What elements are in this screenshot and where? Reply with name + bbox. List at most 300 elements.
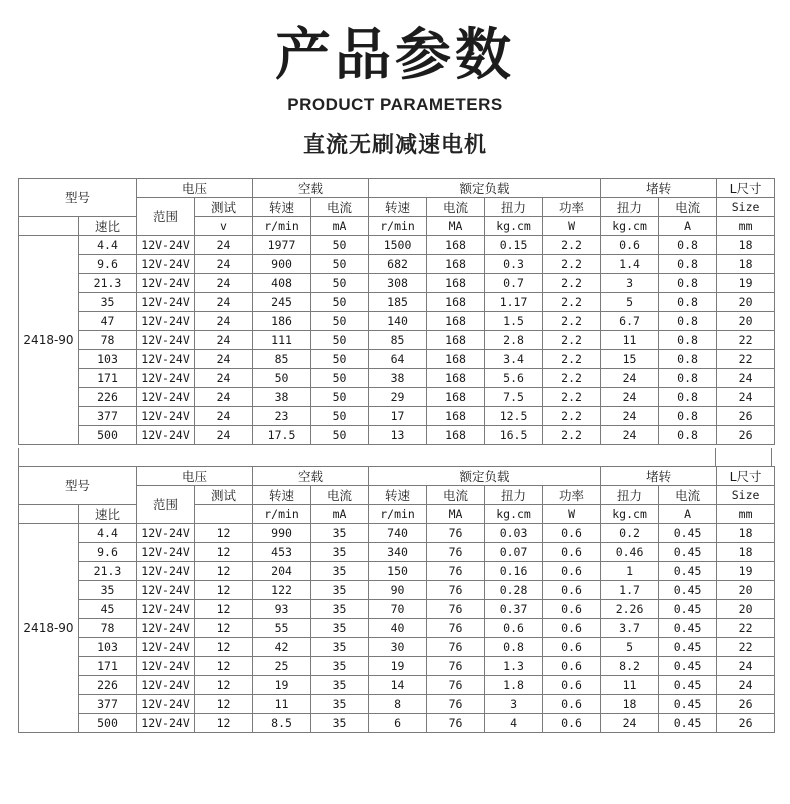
data-cell: 18 xyxy=(717,236,775,255)
table-row xyxy=(19,350,775,369)
table-row xyxy=(19,312,775,331)
data-cell: 12 xyxy=(195,562,253,581)
no-load-speed-header: 转速 xyxy=(253,198,311,217)
unit-cell: mm xyxy=(717,505,775,524)
data-cell: 50 xyxy=(311,369,369,388)
data-cell: 0.07 xyxy=(485,543,543,562)
data-cell: 12V-24V xyxy=(137,369,195,388)
data-cell: 0.6 xyxy=(543,676,601,695)
data-cell: 1.7 xyxy=(601,581,659,600)
data-cell: 30 xyxy=(369,638,427,657)
data-cell: 168 xyxy=(427,236,485,255)
data-cell: 35 xyxy=(311,600,369,619)
data-cell: 12V-24V xyxy=(137,619,195,638)
data-cell: 168 xyxy=(427,407,485,426)
data-cell: 12V-24V xyxy=(137,407,195,426)
data-cell: 12.5 xyxy=(485,407,543,426)
data-cell: 47 xyxy=(79,312,137,331)
data-cell: 19 xyxy=(717,274,775,293)
rated-load-header: 额定负载 xyxy=(369,467,601,486)
table-row xyxy=(19,369,775,388)
unit-cell: mA xyxy=(311,505,369,524)
data-cell: 76 xyxy=(427,714,485,733)
data-cell: 2.2 xyxy=(543,407,601,426)
data-cell: 12V-24V xyxy=(137,562,195,581)
data-cell: 24 xyxy=(195,312,253,331)
data-cell: 3 xyxy=(485,695,543,714)
data-cell: 408 xyxy=(253,274,311,293)
data-cell: 50 xyxy=(253,369,311,388)
table-row xyxy=(19,255,775,274)
data-cell: 35 xyxy=(311,695,369,714)
data-cell: 0.6 xyxy=(543,695,601,714)
table-separator xyxy=(18,448,772,466)
data-cell: 3.4 xyxy=(485,350,543,369)
data-cell: 4 xyxy=(485,714,543,733)
table-row xyxy=(19,236,775,255)
no-load-speed-header: 转速 xyxy=(253,486,311,505)
data-cell: 50 xyxy=(311,236,369,255)
unit-cell: v xyxy=(195,217,253,236)
data-cell: 50 xyxy=(311,274,369,293)
data-cell: 0.8 xyxy=(485,638,543,657)
data-cell: 740 xyxy=(369,524,427,543)
page-title: 产品参数 xyxy=(275,23,515,88)
header-row-groups xyxy=(19,179,775,198)
data-cell: 1.4 xyxy=(601,255,659,274)
data-cell: 8.2 xyxy=(601,657,659,676)
data-cell: 38 xyxy=(369,369,427,388)
data-cell: 12V-24V xyxy=(137,714,195,733)
unit-cell: r/min xyxy=(369,505,427,524)
data-cell: 12 xyxy=(195,600,253,619)
data-cell: 76 xyxy=(427,619,485,638)
ratio-header: 速比 xyxy=(79,217,137,236)
data-cell: 35 xyxy=(79,581,137,600)
stall-current-header: 电流 xyxy=(659,198,717,217)
data-cell: 0.45 xyxy=(659,524,717,543)
data-cell: 24 xyxy=(195,350,253,369)
data-cell: 22 xyxy=(717,331,775,350)
data-cell: 377 xyxy=(79,407,137,426)
unit-cell: kg.cm xyxy=(601,217,659,236)
data-cell: 226 xyxy=(79,388,137,407)
data-cell: 7.5 xyxy=(485,388,543,407)
data-cell: 50 xyxy=(311,407,369,426)
data-cell: 990 xyxy=(253,524,311,543)
data-cell: 0.45 xyxy=(659,581,717,600)
data-cell: 24 xyxy=(717,369,775,388)
data-cell: 12V-24V xyxy=(137,676,195,695)
data-cell: 8.5 xyxy=(253,714,311,733)
data-cell: 1977 xyxy=(253,236,311,255)
data-cell: 168 xyxy=(427,350,485,369)
data-cell: 0.45 xyxy=(659,695,717,714)
data-cell: 24 xyxy=(717,388,775,407)
data-cell: 0.2 xyxy=(601,524,659,543)
data-cell: 15 xyxy=(601,350,659,369)
range-header: 范围 xyxy=(137,486,195,524)
model-header: 型号 xyxy=(19,179,137,217)
data-cell: 0.45 xyxy=(659,543,717,562)
data-cell: 0.8 xyxy=(659,236,717,255)
data-cell: 5 xyxy=(601,293,659,312)
data-cell: 5.6 xyxy=(485,369,543,388)
data-cell: 76 xyxy=(427,676,485,695)
model-name-cell: 2418-90 xyxy=(19,236,79,445)
data-cell: 0.8 xyxy=(659,331,717,350)
data-cell: 40 xyxy=(369,619,427,638)
data-cell: 50 xyxy=(311,255,369,274)
data-cell: 0.6 xyxy=(543,543,601,562)
data-cell: 20 xyxy=(717,293,775,312)
data-cell: 0.8 xyxy=(659,350,717,369)
data-cell: 35 xyxy=(311,657,369,676)
unit-cell: MA xyxy=(427,217,485,236)
data-cell: 185 xyxy=(369,293,427,312)
data-cell: 50 xyxy=(311,388,369,407)
data-cell: 0.6 xyxy=(543,524,601,543)
data-cell: 17.5 xyxy=(253,426,311,445)
data-cell: 4.4 xyxy=(79,236,137,255)
data-cell: 168 xyxy=(427,255,485,274)
data-cell: 20 xyxy=(717,312,775,331)
data-cell: 377 xyxy=(79,695,137,714)
data-cell: 22 xyxy=(717,638,775,657)
data-cell: 12V-24V xyxy=(137,581,195,600)
data-cell: 50 xyxy=(311,350,369,369)
data-cell: 35 xyxy=(79,293,137,312)
data-cell: 111 xyxy=(253,331,311,350)
data-cell: 25 xyxy=(253,657,311,676)
data-cell: 0.45 xyxy=(659,714,717,733)
data-cell: 76 xyxy=(427,657,485,676)
data-cell: 0.6 xyxy=(543,619,601,638)
size-header: L尺寸 xyxy=(717,467,775,486)
data-cell: 0.6 xyxy=(543,657,601,676)
data-cell: 22 xyxy=(717,619,775,638)
data-cell: 2.2 xyxy=(543,274,601,293)
data-cell: 17 xyxy=(369,407,427,426)
data-cell: 2.2 xyxy=(543,236,601,255)
rated-current-header: 电流 xyxy=(427,198,485,217)
rated-torque-header: 扭力 xyxy=(485,486,543,505)
data-cell: 12 xyxy=(195,581,253,600)
data-cell: 0.6 xyxy=(543,581,601,600)
data-cell: 18 xyxy=(717,255,775,274)
data-cell: 1.17 xyxy=(485,293,543,312)
no-load-current-header: 电流 xyxy=(311,486,369,505)
data-cell: 19 xyxy=(253,676,311,695)
data-cell: 0.8 xyxy=(659,369,717,388)
data-cell: 168 xyxy=(427,312,485,331)
data-cell: 76 xyxy=(427,695,485,714)
stall-header: 堵转 xyxy=(601,467,717,486)
range-header: 范围 xyxy=(137,198,195,236)
data-cell: 70 xyxy=(369,600,427,619)
data-cell: 682 xyxy=(369,255,427,274)
table-row xyxy=(19,638,775,657)
data-cell: 12V-24V xyxy=(137,293,195,312)
data-cell: 6.7 xyxy=(601,312,659,331)
data-cell: 0.8 xyxy=(659,293,717,312)
size-sub-header: Size xyxy=(717,486,775,505)
data-cell: 168 xyxy=(427,369,485,388)
stall-torque-header: 扭力 xyxy=(601,198,659,217)
rated-speed-header: 转速 xyxy=(369,486,427,505)
rated-torque-header: 扭力 xyxy=(485,198,543,217)
data-cell: 103 xyxy=(79,638,137,657)
data-cell: 12V-24V xyxy=(137,600,195,619)
data-cell: 12V-24V xyxy=(137,695,195,714)
table-row xyxy=(19,714,775,733)
header-row-units xyxy=(19,217,775,236)
data-cell: 24 xyxy=(195,255,253,274)
data-cell: 0.8 xyxy=(659,426,717,445)
table-row xyxy=(19,524,775,543)
data-cell: 122 xyxy=(253,581,311,600)
data-cell: 1.3 xyxy=(485,657,543,676)
unit-cell: W xyxy=(543,505,601,524)
data-cell: 35 xyxy=(311,543,369,562)
unit-cell: mm xyxy=(717,217,775,236)
test-header: 测试 xyxy=(195,486,253,505)
data-cell: 0.6 xyxy=(485,619,543,638)
data-cell: 78 xyxy=(79,331,137,350)
data-cell: 50 xyxy=(311,312,369,331)
no-load-header: 空载 xyxy=(253,179,369,198)
data-cell: 0.3 xyxy=(485,255,543,274)
no-load-current-header: 电流 xyxy=(311,198,369,217)
data-cell: 50 xyxy=(311,426,369,445)
unit-cell: A xyxy=(659,217,717,236)
data-cell: 12 xyxy=(195,638,253,657)
data-cell: 20 xyxy=(717,600,775,619)
unit-cell xyxy=(195,505,253,524)
data-cell: 11 xyxy=(601,676,659,695)
spec-table-12v xyxy=(18,466,775,733)
data-cell: 24 xyxy=(195,293,253,312)
data-cell: 245 xyxy=(253,293,311,312)
data-cell: 76 xyxy=(427,543,485,562)
data-cell: 13 xyxy=(369,426,427,445)
data-cell: 35 xyxy=(311,562,369,581)
table-row xyxy=(19,274,775,293)
test-header: 测试 xyxy=(195,198,253,217)
data-cell: 0.6 xyxy=(543,600,601,619)
unit-cell: mA xyxy=(311,217,369,236)
unit-cell: kg.cm xyxy=(601,505,659,524)
data-cell: 308 xyxy=(369,274,427,293)
data-cell: 12V-24V xyxy=(137,638,195,657)
data-cell: 1.8 xyxy=(485,676,543,695)
data-cell: 0.45 xyxy=(659,619,717,638)
data-cell: 12V-24V xyxy=(137,388,195,407)
data-cell: 12V-24V xyxy=(137,657,195,676)
data-cell: 12V-24V xyxy=(137,312,195,331)
ratio-header: 速比 xyxy=(79,505,137,524)
model-name-cell: 2418-90 xyxy=(19,524,79,733)
data-cell: 340 xyxy=(369,543,427,562)
data-cell: 26 xyxy=(717,714,775,733)
data-cell: 9.6 xyxy=(79,255,137,274)
data-cell: 168 xyxy=(427,293,485,312)
rated-power-header: 功率 xyxy=(543,486,601,505)
data-cell: 453 xyxy=(253,543,311,562)
data-cell: 18 xyxy=(601,695,659,714)
header-row-groups xyxy=(19,467,775,486)
data-cell: 0.6 xyxy=(601,236,659,255)
model-unit-blank xyxy=(19,217,79,236)
data-cell: 2.2 xyxy=(543,331,601,350)
data-cell: 42 xyxy=(253,638,311,657)
data-cell: 2.8 xyxy=(485,331,543,350)
data-cell: 12V-24V xyxy=(137,350,195,369)
rated-load-header: 额定负载 xyxy=(369,179,601,198)
data-cell: 12 xyxy=(195,543,253,562)
header-row-units xyxy=(19,505,775,524)
data-cell: 0.45 xyxy=(659,676,717,695)
unit-cell: W xyxy=(543,217,601,236)
data-cell: 78 xyxy=(79,619,137,638)
table-row xyxy=(19,426,775,445)
data-cell: 16.5 xyxy=(485,426,543,445)
data-cell: 24 xyxy=(195,331,253,350)
table-row xyxy=(19,407,775,426)
data-cell: 1.5 xyxy=(485,312,543,331)
data-cell: 20 xyxy=(717,581,775,600)
data-cell: 168 xyxy=(427,426,485,445)
data-cell: 24 xyxy=(717,657,775,676)
rated-current-header: 电流 xyxy=(427,486,485,505)
data-cell: 11 xyxy=(601,331,659,350)
data-cell: 50 xyxy=(311,331,369,350)
data-cell: 0.03 xyxy=(485,524,543,543)
data-cell: 2.2 xyxy=(543,369,601,388)
unit-cell: r/min xyxy=(253,217,311,236)
data-cell: 2.2 xyxy=(543,255,601,274)
no-load-header: 空载 xyxy=(253,467,369,486)
data-cell: 12 xyxy=(195,619,253,638)
data-cell: 2.26 xyxy=(601,600,659,619)
data-cell: 85 xyxy=(369,331,427,350)
data-cell: 24 xyxy=(195,407,253,426)
unit-cell: A xyxy=(659,505,717,524)
data-cell: 12 xyxy=(195,695,253,714)
data-cell: 21.3 xyxy=(79,274,137,293)
data-cell: 24 xyxy=(601,369,659,388)
table-row xyxy=(19,562,775,581)
data-cell: 500 xyxy=(79,426,137,445)
data-cell: 2.2 xyxy=(543,312,601,331)
rated-speed-header: 转速 xyxy=(369,198,427,217)
data-cell: 18 xyxy=(717,543,775,562)
table-row xyxy=(19,695,775,714)
table-row xyxy=(19,293,775,312)
data-cell: 0.8 xyxy=(659,407,717,426)
table-row xyxy=(19,619,775,638)
data-cell: 35 xyxy=(311,676,369,695)
data-cell: 18 xyxy=(717,524,775,543)
unit-cell: r/min xyxy=(253,505,311,524)
table-row xyxy=(19,600,775,619)
data-cell: 186 xyxy=(253,312,311,331)
data-cell: 14 xyxy=(369,676,427,695)
data-cell: 0.6 xyxy=(543,562,601,581)
data-cell: 12 xyxy=(195,524,253,543)
data-cell: 1 xyxy=(601,562,659,581)
table-row xyxy=(19,543,775,562)
data-cell: 24 xyxy=(601,407,659,426)
data-cell: 8 xyxy=(369,695,427,714)
table-row xyxy=(19,581,775,600)
data-cell: 226 xyxy=(79,676,137,695)
data-cell: 140 xyxy=(369,312,427,331)
data-cell: 0.8 xyxy=(659,312,717,331)
voltage-header: 电压 xyxy=(137,179,253,198)
data-cell: 24 xyxy=(195,274,253,293)
data-cell: 4.4 xyxy=(79,524,137,543)
data-cell: 22 xyxy=(717,350,775,369)
data-cell: 3.7 xyxy=(601,619,659,638)
data-cell: 0.45 xyxy=(659,657,717,676)
data-cell: 26 xyxy=(717,407,775,426)
data-cell: 0.37 xyxy=(485,600,543,619)
data-cell: 50 xyxy=(311,293,369,312)
data-cell: 35 xyxy=(311,638,369,657)
data-cell: 21.3 xyxy=(79,562,137,581)
stall-header: 堵转 xyxy=(601,179,717,198)
data-cell: 55 xyxy=(253,619,311,638)
data-cell: 24 xyxy=(195,236,253,255)
data-cell: 0.46 xyxy=(601,543,659,562)
data-cell: 1500 xyxy=(369,236,427,255)
data-cell: 2.2 xyxy=(543,426,601,445)
data-cell: 35 xyxy=(311,714,369,733)
data-cell: 12V-24V xyxy=(137,331,195,350)
data-cell: 12V-24V xyxy=(137,274,195,293)
data-cell: 23 xyxy=(253,407,311,426)
data-cell: 24 xyxy=(601,714,659,733)
data-cell: 24 xyxy=(717,676,775,695)
voltage-header: 电压 xyxy=(137,467,253,486)
data-cell: 12V-24V xyxy=(137,524,195,543)
data-cell: 2.2 xyxy=(543,388,601,407)
data-cell: 0.6 xyxy=(543,638,601,657)
data-cell: 3 xyxy=(601,274,659,293)
data-cell: 12 xyxy=(195,657,253,676)
data-cell: 11 xyxy=(253,695,311,714)
model-header: 型号 xyxy=(19,467,137,505)
data-cell: 29 xyxy=(369,388,427,407)
data-cell: 45 xyxy=(79,600,137,619)
data-cell: 6 xyxy=(369,714,427,733)
data-cell: 26 xyxy=(717,426,775,445)
data-cell: 76 xyxy=(427,638,485,657)
page-title-english: PRODUCT PARAMETERS xyxy=(287,95,503,114)
spec-table-24v xyxy=(18,178,775,445)
data-cell: 35 xyxy=(311,581,369,600)
data-cell: 0.28 xyxy=(485,581,543,600)
data-cell: 2.2 xyxy=(543,293,601,312)
data-cell: 0.8 xyxy=(659,388,717,407)
data-cell: 76 xyxy=(427,600,485,619)
data-cell: 12 xyxy=(195,676,253,695)
data-cell: 9.6 xyxy=(79,543,137,562)
data-cell: 85 xyxy=(253,350,311,369)
data-cell: 93 xyxy=(253,600,311,619)
data-cell: 171 xyxy=(79,657,137,676)
